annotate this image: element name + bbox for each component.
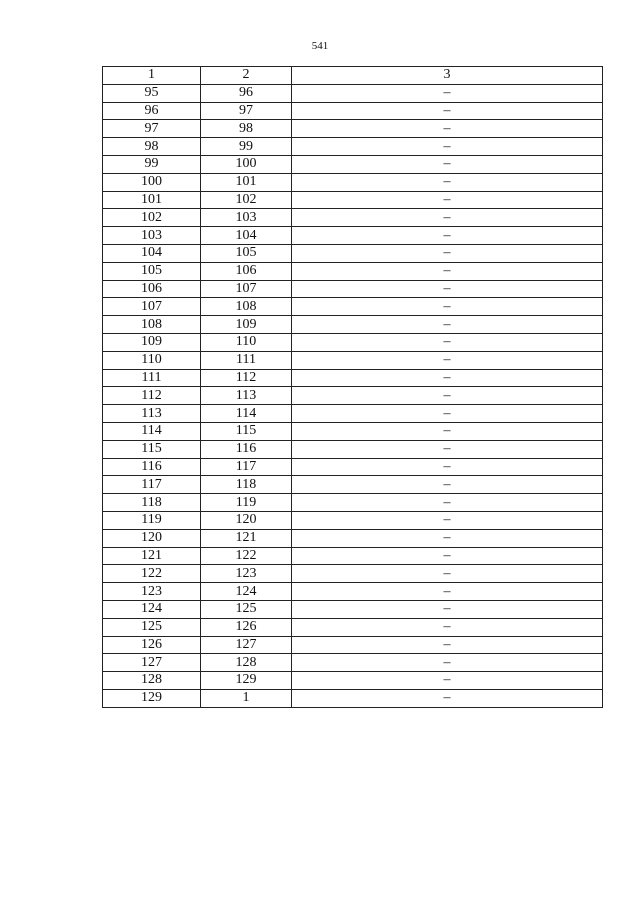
table-cell-col3: –: [292, 689, 603, 707]
table-row: [103, 191, 603, 209]
table-row: [103, 529, 603, 547]
table-row: [103, 155, 603, 173]
table-cell-col1: 108: [103, 316, 201, 334]
data-table: [102, 66, 603, 708]
table-row: [103, 351, 603, 369]
table-cell-col2: 103: [201, 209, 292, 227]
table-cell-col2: 101: [201, 173, 292, 191]
table-row: [103, 654, 603, 672]
table-cell-col1: 127: [103, 654, 201, 672]
table-cell-col1: 118: [103, 494, 201, 512]
table-row: [103, 138, 603, 156]
table-row: [103, 209, 603, 227]
table-cell-col2: 96: [201, 84, 292, 102]
table-cell-col3: –: [292, 316, 603, 334]
table-row: [103, 511, 603, 529]
table-row: [103, 405, 603, 423]
table-cell-col2: 1: [201, 689, 292, 707]
table-cell-col3: –: [292, 298, 603, 316]
table-row: [103, 227, 603, 245]
table-row: [103, 84, 603, 102]
table-cell-col1: 114: [103, 422, 201, 440]
table-cell-col1: 110: [103, 351, 201, 369]
table-cell-col1: 103: [103, 227, 201, 245]
table-cell-col1: 106: [103, 280, 201, 298]
table-cell-col1: 102: [103, 209, 201, 227]
table-cell-col1: 129: [103, 689, 201, 707]
table-header-row: [103, 67, 603, 85]
table-row: [103, 600, 603, 618]
table-cell-col2: 109: [201, 316, 292, 334]
table-cell-col3: –: [292, 405, 603, 423]
table-cell-col2: 111: [201, 351, 292, 369]
table-cell-col3: –: [292, 636, 603, 654]
table-row: [103, 565, 603, 583]
table-cell-col3: –: [292, 547, 603, 565]
table-cell-col2: 98: [201, 120, 292, 138]
table-cell-col3: –: [292, 120, 603, 138]
table-cell-col3: –: [292, 458, 603, 476]
table-cell-col1: 104: [103, 244, 201, 262]
table-row: [103, 458, 603, 476]
table-cell-col2: 117: [201, 458, 292, 476]
table-body: [103, 84, 603, 707]
table-cell-col2: 97: [201, 102, 292, 120]
table-cell-col1: 95: [103, 84, 201, 102]
table-cell-col1: 128: [103, 672, 201, 690]
table-row: [103, 476, 603, 494]
table-cell-col1: 120: [103, 529, 201, 547]
table-cell-col2: 100: [201, 155, 292, 173]
column-header-1: 1: [103, 67, 201, 85]
table-cell-col3: –: [292, 387, 603, 405]
table-cell-col1: 101: [103, 191, 201, 209]
table-row: [103, 689, 603, 707]
table-cell-col1: 111: [103, 369, 201, 387]
table-cell-col2: 114: [201, 405, 292, 423]
table-row: [103, 333, 603, 351]
table-cell-col3: –: [292, 84, 603, 102]
table-cell-col1: 100: [103, 173, 201, 191]
table-cell-col2: 121: [201, 529, 292, 547]
table-cell-col3: –: [292, 262, 603, 280]
table-row: [103, 494, 603, 512]
table-row: [103, 298, 603, 316]
table-cell-col3: –: [292, 476, 603, 494]
table-row: [103, 244, 603, 262]
table-cell-col3: –: [292, 672, 603, 690]
table-cell-col1: 116: [103, 458, 201, 476]
table-cell-col1: 99: [103, 155, 201, 173]
table-cell-col1: 123: [103, 583, 201, 601]
table-cell-col3: –: [292, 227, 603, 245]
table-cell-col1: 121: [103, 547, 201, 565]
table-row: [103, 280, 603, 298]
table-row: [103, 387, 603, 405]
table-cell-col1: 109: [103, 333, 201, 351]
table-row: [103, 422, 603, 440]
table-cell-col2: 104: [201, 227, 292, 245]
table-cell-col2: 129: [201, 672, 292, 690]
table-cell-col2: 99: [201, 138, 292, 156]
table-cell-col1: 117: [103, 476, 201, 494]
table-cell-col2: 107: [201, 280, 292, 298]
table-cell-col2: 123: [201, 565, 292, 583]
table-cell-col2: 128: [201, 654, 292, 672]
table-cell-col2: 122: [201, 547, 292, 565]
table-row: [103, 618, 603, 636]
table-cell-col1: 107: [103, 298, 201, 316]
table-cell-col2: 119: [201, 494, 292, 512]
table-cell-col3: –: [292, 654, 603, 672]
table-cell-col2: 102: [201, 191, 292, 209]
table-cell-col1: 112: [103, 387, 201, 405]
table-cell-col2: 116: [201, 440, 292, 458]
table-cell-col2: 127: [201, 636, 292, 654]
table-cell-col2: 120: [201, 511, 292, 529]
column-header-2: 2: [201, 67, 292, 85]
table-cell-col2: 126: [201, 618, 292, 636]
table-row: [103, 262, 603, 280]
table-row: [103, 120, 603, 138]
table-row: [103, 316, 603, 334]
table-row: [103, 583, 603, 601]
table-row: [103, 636, 603, 654]
table-row: [103, 173, 603, 191]
table-cell-col3: –: [292, 244, 603, 262]
table-cell-col3: –: [292, 280, 603, 298]
table-cell-col1: 113: [103, 405, 201, 423]
table-cell-col3: –: [292, 351, 603, 369]
table-cell-col3: –: [292, 440, 603, 458]
table-row: [103, 369, 603, 387]
table-cell-col2: 110: [201, 333, 292, 351]
table-cell-col3: –: [292, 102, 603, 120]
table-cell-col2: 105: [201, 244, 292, 262]
table-cell-col2: 125: [201, 600, 292, 618]
table-cell-col2: 118: [201, 476, 292, 494]
table-cell-col1: 115: [103, 440, 201, 458]
table-cell-col1: 119: [103, 511, 201, 529]
table-cell-col2: 108: [201, 298, 292, 316]
table-cell-col2: 112: [201, 369, 292, 387]
table-cell-col2: 115: [201, 422, 292, 440]
table-row: [103, 672, 603, 690]
table-cell-col2: 106: [201, 262, 292, 280]
table-cell-col3: –: [292, 494, 603, 512]
table-cell-col3: –: [292, 600, 603, 618]
table-cell-col2: 113: [201, 387, 292, 405]
table-cell-col1: 126: [103, 636, 201, 654]
table-row: [103, 440, 603, 458]
page-number: 541: [311, 40, 329, 52]
table-cell-col3: –: [292, 565, 603, 583]
table-row: [103, 547, 603, 565]
table-cell-col1: 105: [103, 262, 201, 280]
table-cell-col2: 124: [201, 583, 292, 601]
table-cell-col3: –: [292, 155, 603, 173]
table-row: [103, 102, 603, 120]
column-header-3: 3: [292, 67, 603, 85]
table-cell-col3: –: [292, 583, 603, 601]
table-cell-col1: 98: [103, 138, 201, 156]
table-cell-col3: –: [292, 173, 603, 191]
table-cell-col3: –: [292, 511, 603, 529]
table-cell-col1: 122: [103, 565, 201, 583]
table-cell-col3: –: [292, 138, 603, 156]
table-cell-col3: –: [292, 191, 603, 209]
table-cell-col1: 96: [103, 102, 201, 120]
table-cell-col3: –: [292, 369, 603, 387]
table-cell-col3: –: [292, 209, 603, 227]
table-cell-col1: 97: [103, 120, 201, 138]
table-cell-col3: –: [292, 422, 603, 440]
table-cell-col3: –: [292, 618, 603, 636]
table-cell-col1: 125: [103, 618, 201, 636]
table-cell-col3: –: [292, 333, 603, 351]
table-cell-col3: –: [292, 529, 603, 547]
table-cell-col1: 124: [103, 600, 201, 618]
